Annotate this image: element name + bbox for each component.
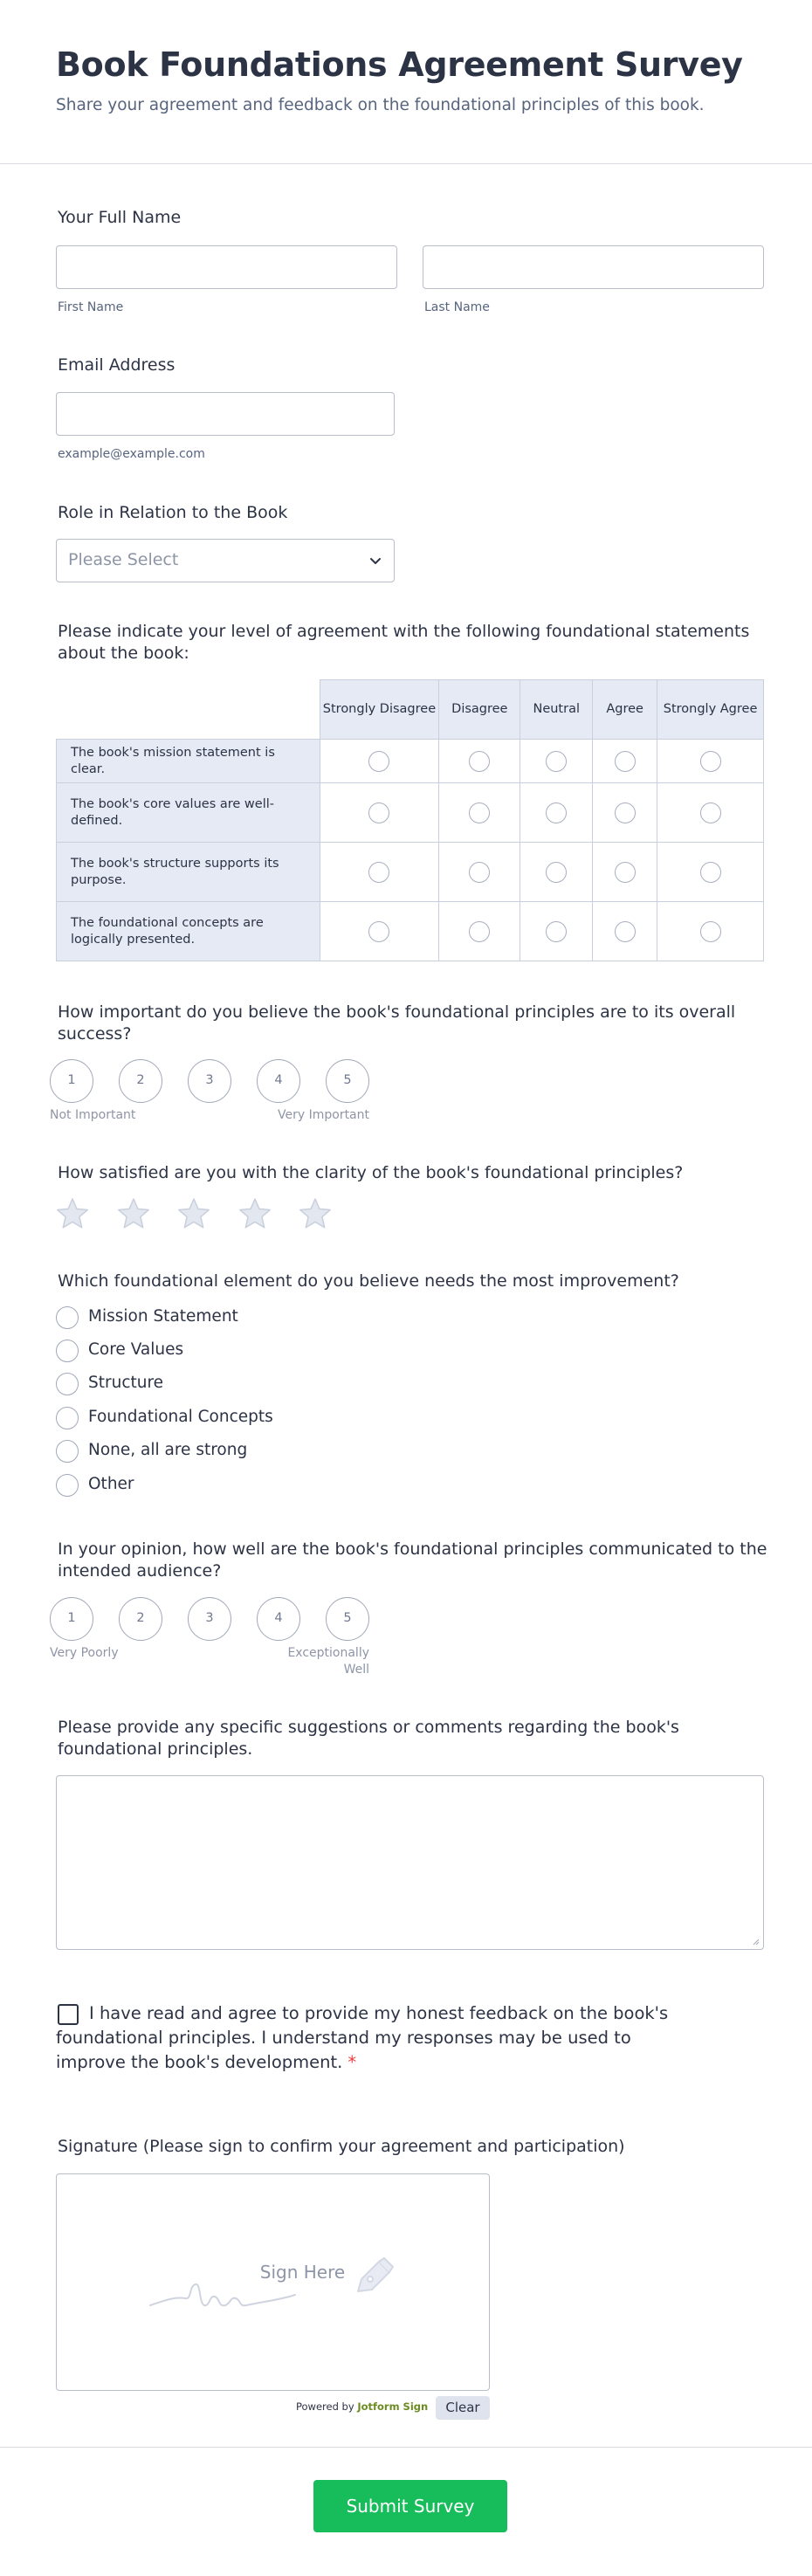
radio-button[interactable] xyxy=(56,1440,79,1463)
matrix-radio-cell[interactable] xyxy=(520,843,593,902)
matrix-corner xyxy=(57,680,320,740)
consent-text xyxy=(56,2001,685,2075)
matrix-radio[interactable] xyxy=(469,751,490,772)
star-icon[interactable] xyxy=(298,1196,333,1231)
matrix-radio-cell[interactable] xyxy=(520,902,593,961)
matrix-radio[interactable] xyxy=(469,862,490,883)
radio-button[interactable] xyxy=(56,1407,79,1429)
matrix-col-disagree: Disagree xyxy=(439,680,520,740)
radio-button[interactable] xyxy=(56,1306,79,1329)
matrix-question: Please indicate your level of agreement with the following foundational statements about the book: xyxy=(58,622,750,663)
importance-low-label: Not Important xyxy=(50,1108,136,1122)
matrix-radio-cell[interactable] xyxy=(439,783,520,843)
consent-label: I have read and agree to provide my honest feedback on the book's foundational principles. I understand my responses may be used to improve the book's development. xyxy=(56,2003,669,2072)
importance-question: How important do you believe the book's foundational principles are to its overall success? xyxy=(58,1002,736,1043)
matrix-radio-cell[interactable] xyxy=(439,740,520,783)
communication-option-4[interactable]: 4 xyxy=(257,1597,300,1641)
matrix-radio[interactable] xyxy=(368,862,389,883)
pen-icon xyxy=(353,2255,396,2297)
matrix-radio-cell[interactable] xyxy=(657,902,764,961)
matrix-radio-cell[interactable] xyxy=(657,740,764,783)
matrix-radio[interactable] xyxy=(615,751,636,772)
matrix-row-label: The foundational concepts are logically presented. xyxy=(57,902,320,961)
last-name-input[interactable] xyxy=(423,245,764,289)
matrix-radio[interactable] xyxy=(469,802,490,823)
matrix-header-row xyxy=(57,680,764,740)
option-label: Structure xyxy=(88,1374,164,1392)
star-icon[interactable] xyxy=(237,1196,272,1231)
matrix-radio-cell[interactable] xyxy=(593,783,657,843)
communication-high-label: Exceptionally Well xyxy=(287,1646,369,1677)
matrix-radio[interactable] xyxy=(368,802,389,823)
comments-textarea[interactable] xyxy=(56,1775,764,1950)
email-input[interactable] xyxy=(56,392,395,436)
matrix-radio-cell[interactable] xyxy=(593,902,657,961)
option-label: Core Values xyxy=(88,1340,184,1359)
matrix-row xyxy=(57,902,764,961)
option-label: None, all are strong xyxy=(88,1441,248,1459)
matrix-radio[interactable] xyxy=(700,802,721,823)
matrix-radio[interactable] xyxy=(546,751,567,772)
matrix-radio-cell[interactable] xyxy=(320,740,439,783)
communication-option-1[interactable]: 1 xyxy=(50,1597,93,1641)
radio-button[interactable] xyxy=(56,1474,79,1497)
matrix-col-strongly-disagree: Strongly Disagree xyxy=(320,680,439,740)
submit-button[interactable]: Submit Survey xyxy=(313,2480,507,2532)
matrix-radio[interactable] xyxy=(615,862,636,883)
matrix-radio-cell[interactable] xyxy=(320,783,439,843)
option-label: Other xyxy=(88,1475,134,1493)
matrix-radio-cell[interactable] xyxy=(657,843,764,902)
clarity-question: How satisfied are you with the clarity of the book's foundational principles? xyxy=(58,1163,684,1182)
first-name-sublabel: First Name xyxy=(58,300,124,314)
powered-prefix: Powered by xyxy=(296,2400,354,2413)
resize-grip-icon[interactable] xyxy=(751,1937,760,1946)
signature-label: Signature (Please sign to confirm your agreement and participation) xyxy=(58,2137,625,2156)
matrix-row-label: The book's mission statement is clear. xyxy=(57,740,320,783)
matrix-radio-cell[interactable] xyxy=(320,902,439,961)
star-icon[interactable] xyxy=(116,1196,151,1231)
full-name-label: Your Full Name xyxy=(58,208,182,227)
matrix-radio-cell[interactable] xyxy=(657,783,764,843)
importance-option-2[interactable]: 2 xyxy=(119,1059,162,1103)
first-name-input[interactable] xyxy=(56,245,397,289)
form-title: Book Foundations Agreement Survey xyxy=(56,45,743,84)
communication-question: In your opinion, how well are the book's foundational principles communicated to the intended audience? xyxy=(58,1539,767,1581)
matrix-radio-cell[interactable] xyxy=(593,740,657,783)
communication-option-2[interactable]: 2 xyxy=(119,1597,162,1641)
comments-question: Please provide any specific suggestions or comments regarding the book's foundational principles. xyxy=(58,1718,679,1759)
matrix-radio-cell[interactable] xyxy=(593,843,657,902)
powered-brand: Jotform Sign xyxy=(357,2400,429,2413)
radio-button[interactable] xyxy=(56,1373,79,1395)
clear-signature-button[interactable]: Clear xyxy=(436,2396,490,2420)
agreement-matrix xyxy=(56,679,764,961)
importance-option-3[interactable]: 3 xyxy=(188,1059,231,1103)
matrix-radio-cell[interactable] xyxy=(320,843,439,902)
role-label: Role in Relation to the Book xyxy=(58,503,288,522)
last-name-sublabel: Last Name xyxy=(424,300,490,314)
matrix-radio[interactable] xyxy=(615,921,636,942)
matrix-row xyxy=(57,740,764,783)
communication-low-label: Very Poorly xyxy=(50,1646,119,1660)
importance-option-5[interactable]: 5 xyxy=(326,1059,369,1103)
importance-option-1[interactable]: 1 xyxy=(50,1059,93,1103)
option-label: Foundational Concepts xyxy=(88,1408,273,1426)
signature-placeholder: Sign Here xyxy=(259,2262,346,2283)
matrix-col-neutral: Neutral xyxy=(520,680,593,740)
matrix-radio[interactable] xyxy=(469,921,490,942)
matrix-row-label: The book's core values are well-defined. xyxy=(57,783,320,843)
form-subtitle: Share your agreement and feedback on the foundational principles of this book. xyxy=(56,96,705,114)
matrix-radio[interactable] xyxy=(700,751,721,772)
matrix-radio-cell[interactable] xyxy=(439,902,520,961)
matrix-radio[interactable] xyxy=(546,802,567,823)
star-icon[interactable] xyxy=(55,1196,90,1231)
matrix-radio[interactable] xyxy=(368,921,389,942)
matrix-radio[interactable] xyxy=(368,751,389,772)
option-label: Mission Statement xyxy=(88,1307,238,1326)
matrix-radio-cell[interactable] xyxy=(520,783,593,843)
signature-pad[interactable] xyxy=(56,2173,490,2391)
matrix-row xyxy=(57,783,764,843)
matrix-col-agree: Agree xyxy=(593,680,657,740)
chevron-down-icon xyxy=(368,553,383,568)
form-header xyxy=(0,0,812,164)
matrix-radio[interactable] xyxy=(546,921,567,942)
email-sublabel: example@example.com xyxy=(58,447,205,461)
communication-option-3[interactable]: 3 xyxy=(188,1597,231,1641)
matrix-row xyxy=(57,843,764,902)
matrix-row-label: The book's structure supports its purpose. xyxy=(57,843,320,902)
importance-option-4[interactable]: 4 xyxy=(257,1059,300,1103)
role-select[interactable] xyxy=(56,539,395,582)
radio-button[interactable] xyxy=(56,1340,79,1362)
matrix-radio-cell[interactable] xyxy=(520,740,593,783)
matrix-col-strongly-agree: Strongly Agree xyxy=(657,680,764,740)
improvement-question: Which foundational element do you believe needs the most improvement? xyxy=(58,1271,679,1291)
importance-high-label: Very Important xyxy=(278,1108,369,1122)
star-icon[interactable] xyxy=(176,1196,211,1231)
matrix-radio[interactable] xyxy=(546,862,567,883)
powered-by-text xyxy=(296,2400,428,2413)
matrix-radio[interactable] xyxy=(615,802,636,823)
matrix-radio[interactable] xyxy=(700,862,721,883)
communication-option-5[interactable]: 5 xyxy=(326,1597,369,1641)
email-label: Email Address xyxy=(58,355,175,375)
matrix-radio-cell[interactable] xyxy=(439,843,520,902)
required-asterisk: * xyxy=(348,2052,357,2072)
matrix-radio[interactable] xyxy=(700,921,721,942)
role-select-placeholder: Please Select xyxy=(68,550,179,569)
